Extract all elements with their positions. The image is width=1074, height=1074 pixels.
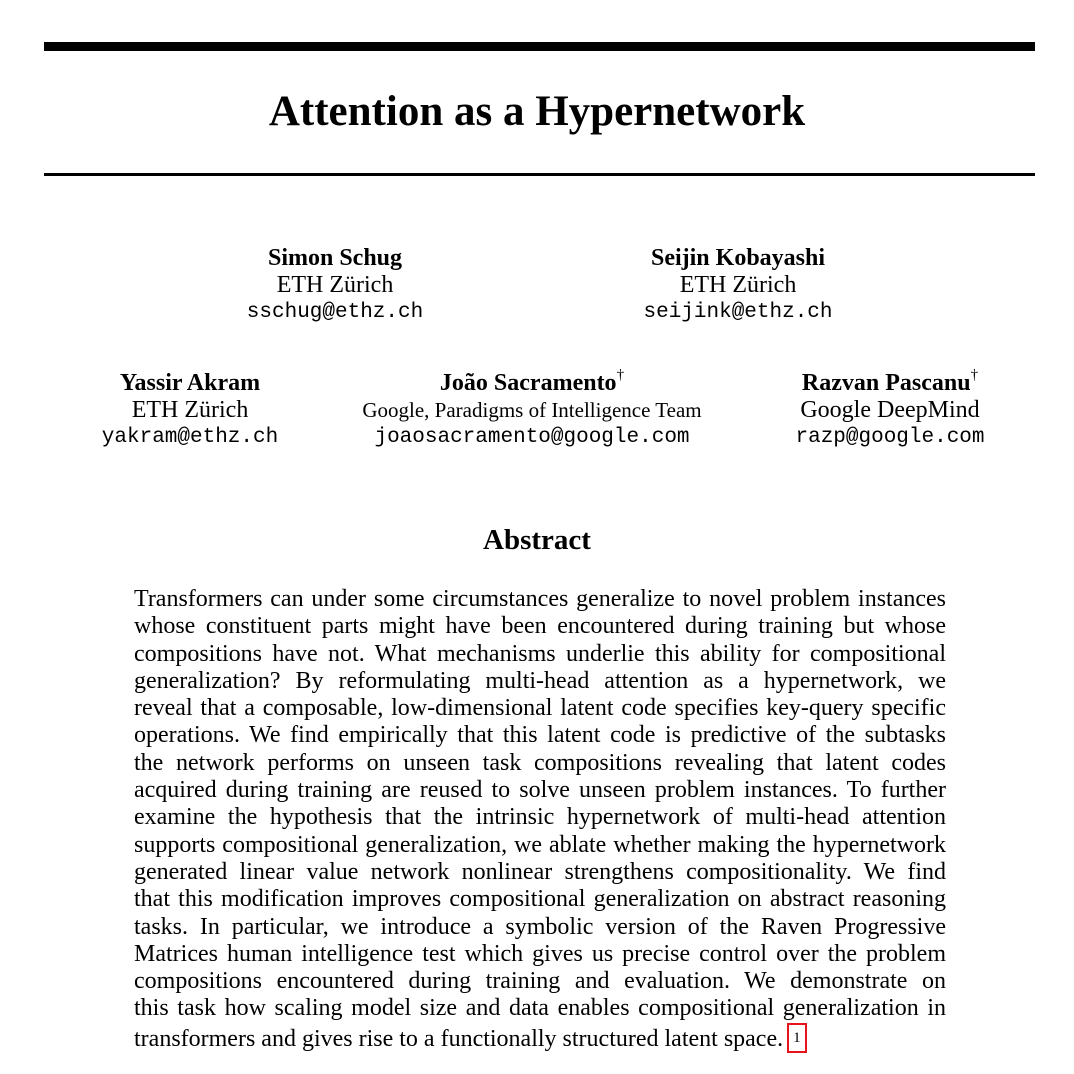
author-affiliation: ETH Zürich [276, 272, 394, 298]
abstract-line: compositions encountered during training and evaluation. We demonstrate on [134, 968, 946, 995]
abstract-line: examine the hypothesis that the intrinsic hypernetwork of multi-head attention [134, 804, 946, 831]
abstract-line: supports compositional generalization, we ablate whether making the hypernetwork [134, 831, 946, 858]
author-block [588, 245, 888, 327]
author-email[interactable]: joaosacramento@google.com [374, 426, 690, 449]
footnote-link[interactable]: 1 [787, 1023, 807, 1053]
abstract-text [134, 586, 946, 1053]
abstract-line: acquired during training are reused to solve unseen problem instances. To further [134, 777, 946, 804]
author-name: João Sacramento† [439, 367, 625, 396]
author-email[interactable]: seijink@ethz.ch [643, 301, 833, 324]
abstract-heading: Abstract [483, 524, 591, 556]
abstract-line: generated linear value network nonlinear strengthens compositionality. We find [134, 858, 946, 885]
author-name: Seijin Kobayashi [650, 245, 826, 271]
abstract-line: tasks. In particular, we introduce a symbolic version of the Raven Progressive [134, 913, 946, 940]
abstract-line: the network performs on unseen task compositions revealing that latent codes [134, 749, 946, 776]
abstract-line: generalization? By reformulating multi-head attention as a hypernetwork, we [134, 667, 946, 694]
author-email[interactable]: razp@google.com [795, 426, 985, 449]
equal-contribution-marker: † [616, 367, 625, 383]
abstract-line: Transformers can under some circumstances generalize to novel problem instances [134, 586, 946, 612]
abstract-line [134, 1023, 946, 1053]
abstract-last-line-text: transformers and gives rise to a functionally structured latent space. [134, 1025, 784, 1052]
top-rule [44, 42, 1035, 51]
abstract-line: operations. We find empirically that this latent code is predictive of the subtasks [134, 722, 946, 749]
abstract-line: reveal that a composable, low-dimensional latent code specifies key-query specific [134, 695, 946, 722]
abstract-line: that this modification improves compositional generalization on abstract reasoning [134, 886, 946, 913]
author-block [60, 370, 320, 452]
author-email[interactable]: yakram@ethz.ch [101, 426, 279, 449]
author-block [332, 367, 732, 452]
author-name: Yassir Akram [119, 370, 261, 396]
author-block [760, 367, 1020, 452]
abstract-line: compositions have not. What mechanisms underlie this ability for compositional [134, 640, 946, 667]
author-name: Razvan Pascanu† [801, 367, 979, 396]
paper-title: Attention as a Hypernetwork [268, 88, 806, 135]
author-block [185, 245, 485, 327]
abstract-line: Matrices human intelligence test which gives us precise control over the problem [134, 940, 946, 967]
author-affiliation: ETH Zürich [679, 272, 797, 298]
author-name: Simon Schug [267, 245, 403, 271]
author-affiliation: Google DeepMind [800, 397, 980, 423]
abstract-line: whose constituent parts might have been encountered during training but whose [134, 613, 946, 640]
author-email[interactable]: sschug@ethz.ch [246, 301, 424, 324]
title-rule [44, 173, 1035, 176]
abstract-line: this task how scaling model size and data enables compositional generalization in [134, 995, 946, 1022]
author-affiliation: Google, Paradigms of Intelligence Team [362, 398, 702, 422]
author-affiliation: ETH Zürich [131, 397, 249, 423]
equal-contribution-marker: † [970, 367, 979, 383]
